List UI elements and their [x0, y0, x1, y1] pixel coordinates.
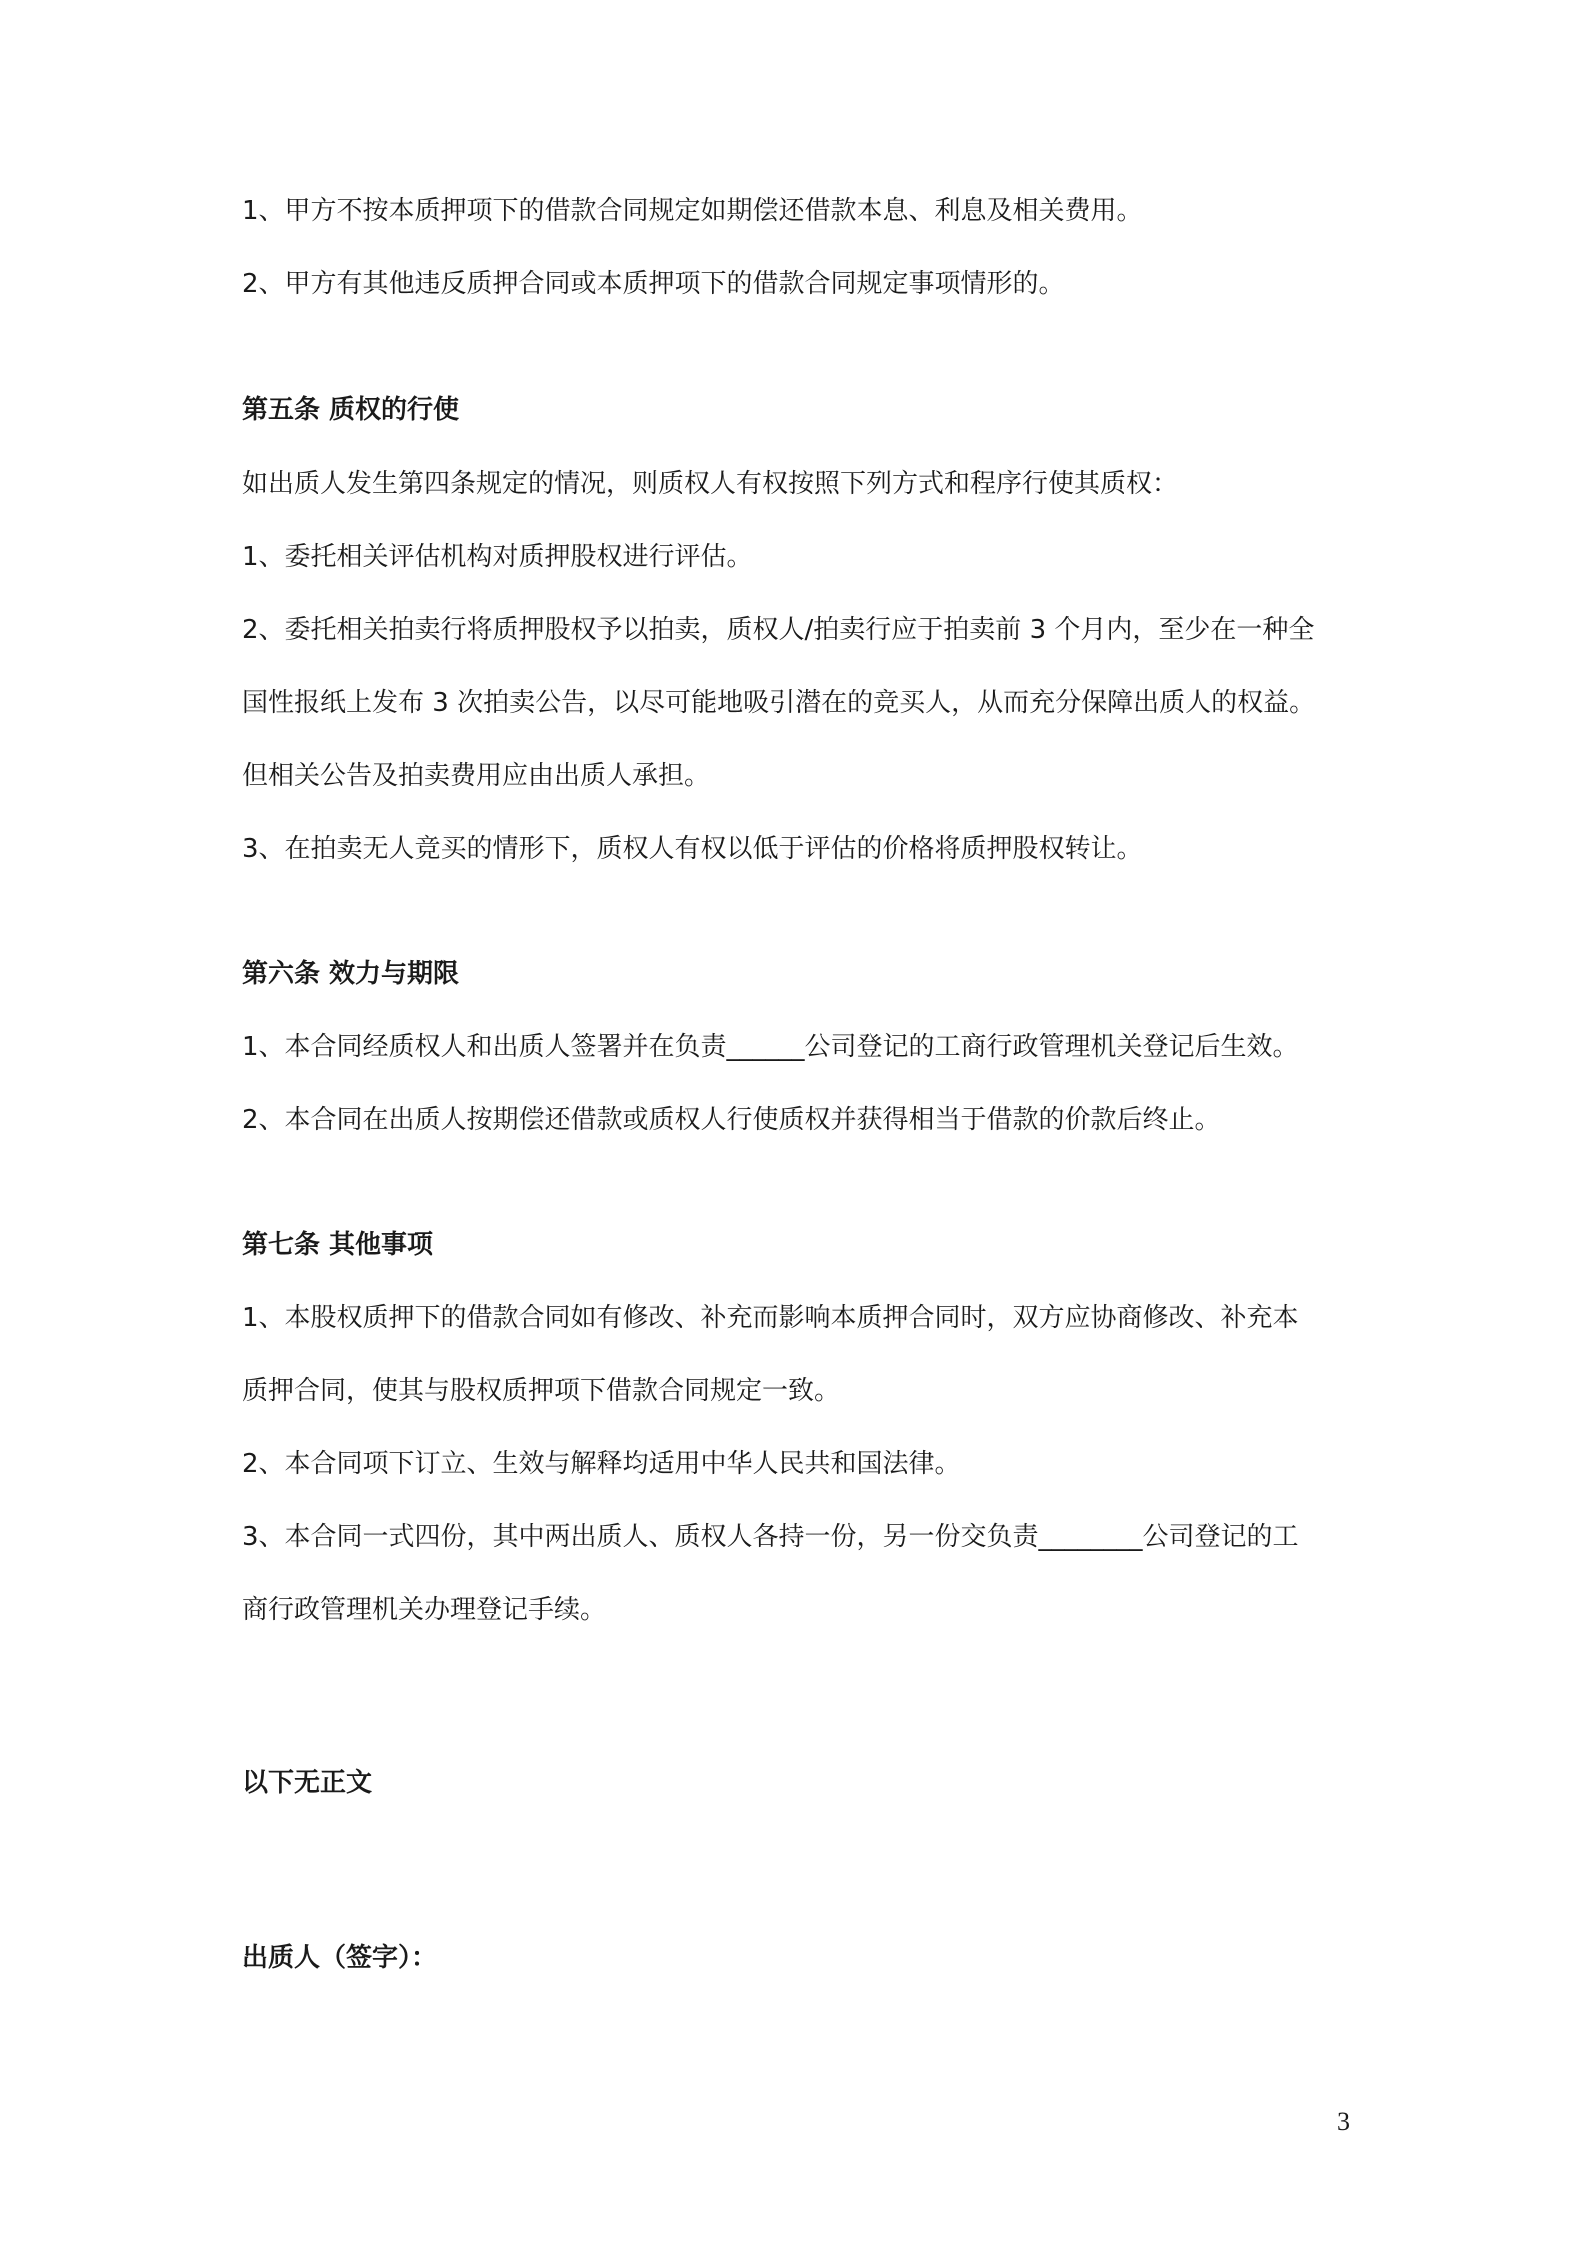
article-7-item-1-line-2: 质押合同，使其与股权质押项下借款合同规定一致。	[242, 1376, 841, 1406]
page-number: 3	[1337, 2107, 1350, 2136]
article-6-item-2: 2、本合同在出质人按期偿还借款或质权人行使质权并获得相当于借款的价款后终止。	[242, 1105, 1221, 1135]
article-5-item-2-line-2: 国性报纸上发布 3 次拍卖公告，以尽可能地吸引潜在的竞买人，从而充分保障出质人的权益。	[242, 688, 1316, 718]
article-6-title: 第六条 效力与期限	[242, 959, 460, 989]
article-5-item-3: 3、在拍卖无人竞买的情形下，质权人有权以低于评估的价格将质押股权转让。	[242, 834, 1143, 864]
article-6-item-1: 1、本合同经质权人和出质人签署并在负责______公司登记的工商行政管理机关登记后生效。	[242, 1032, 1299, 1062]
clause-item-1: 1、甲方不按本质押项下的借款合同规定如期偿还借款本息、利息及相关费用。	[242, 196, 1143, 226]
clause-item-2: 2、甲方有其他违反质押合同或本质押项下的借款合同规定事项情形的。	[242, 269, 1065, 299]
article-7-title: 第七条 其他事项	[242, 1230, 434, 1260]
article-5-item-2-line-3: 但相关公告及拍卖费用应由出质人承担。	[242, 761, 711, 791]
article-5-item-1: 1、委托相关评估机构对质押股权进行评估。	[242, 542, 753, 572]
article-7-item-2: 2、本合同项下订立、生效与解释均适用中华人民共和国法律。	[242, 1449, 961, 1479]
pledgor-signature-label: 出质人（签字）：	[242, 1943, 438, 1973]
no-text-below-note: 以下无正文	[242, 1768, 373, 1798]
article-5-intro: 如出质人发生第四条规定的情况，则质权人有权按照下列方式和程序行使其质权：	[242, 469, 1179, 499]
article-5-title: 第五条 质权的行使	[242, 395, 460, 425]
article-5-item-2-line-1: 2、委托相关拍卖行将质押股权予以拍卖，质权人/拍卖行应于拍卖前 3 个月内，至少在一种全	[242, 615, 1315, 645]
article-7-item-3-line-2: 商行政管理机关办理登记手续。	[242, 1595, 607, 1625]
article-7-item-3-line-1: 3、本合同一式四份，其中两出质人、质权人各持一份，另一份交负责________公司登记的工	[242, 1522, 1299, 1552]
article-7-item-1-line-1: 1、本股权质押下的借款合同如有修改、补充而影响本质押合同时，双方应协商修改、补充本	[242, 1303, 1299, 1333]
